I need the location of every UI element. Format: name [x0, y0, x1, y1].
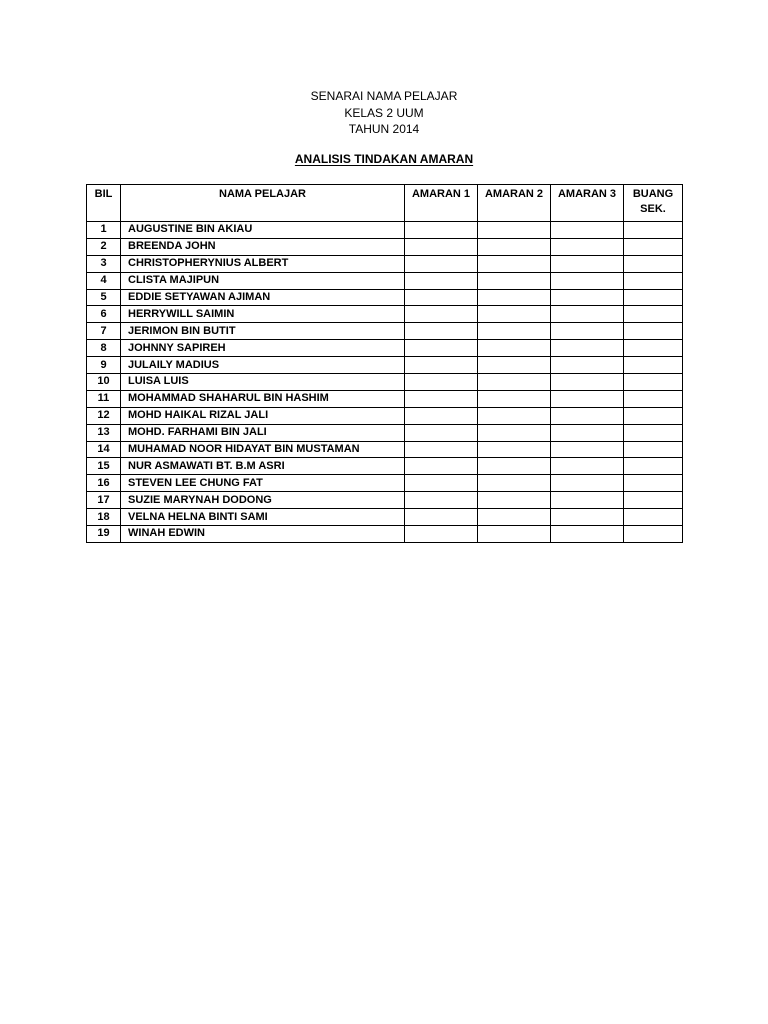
- header-title: SENARAI NAMA PELAJAR: [310, 89, 458, 103]
- cell-amaran-2: [478, 407, 551, 424]
- cell-bil: 15: [87, 458, 121, 475]
- cell-bil: 2: [87, 238, 121, 255]
- cell-amaran-3: [551, 272, 624, 289]
- table-body: [87, 222, 683, 543]
- cell-amaran-3: [551, 441, 624, 458]
- cell-nama-pelajar: BREENDA JOHN: [121, 238, 405, 255]
- table-row: [87, 255, 683, 272]
- cell-amaran-3: [551, 407, 624, 424]
- cell-amaran-2: [478, 306, 551, 323]
- cell-nama-pelajar: HERRYWILL SAIMIN: [121, 306, 405, 323]
- cell-amaran-2: [478, 458, 551, 475]
- cell-amaran-3: [551, 424, 624, 441]
- section-title: [0, 152, 768, 166]
- cell-amaran-1: [405, 458, 478, 475]
- cell-amaran-3: [551, 509, 624, 526]
- cell-amaran-2: [478, 289, 551, 306]
- table-row: [87, 357, 683, 374]
- table-row: [87, 390, 683, 407]
- cell-buang-sek: [624, 492, 683, 509]
- cell-buang-sek: [624, 323, 683, 340]
- table-row: [87, 238, 683, 255]
- cell-buang-sek: [624, 238, 683, 255]
- cell-buang-sek: [624, 458, 683, 475]
- table-row: [87, 526, 683, 543]
- cell-nama-pelajar: JULAILY MADIUS: [121, 357, 405, 374]
- cell-amaran-2: [478, 492, 551, 509]
- cell-buang-sek: [624, 407, 683, 424]
- cell-bil: 19: [87, 526, 121, 543]
- cell-amaran-2: [478, 374, 551, 391]
- cell-amaran-3: [551, 458, 624, 475]
- cell-nama-pelajar: VELNA HELNA BINTI SAMI: [121, 509, 405, 526]
- table-row: [87, 340, 683, 357]
- table-header-row: [87, 185, 683, 222]
- cell-bil: 16: [87, 475, 121, 492]
- cell-amaran-2: [478, 340, 551, 357]
- cell-bil: 6: [87, 306, 121, 323]
- cell-bil: 3: [87, 255, 121, 272]
- cell-buang-sek: [624, 509, 683, 526]
- section-title-text: ANALISIS TINDAKAN AMARAN: [294, 152, 474, 166]
- table-row: [87, 424, 683, 441]
- cell-amaran-1: [405, 340, 478, 357]
- cell-bil: 14: [87, 441, 121, 458]
- cell-amaran-3: [551, 357, 624, 374]
- table-row: [87, 492, 683, 509]
- cell-amaran-2: [478, 475, 551, 492]
- cell-buang-sek: [624, 475, 683, 492]
- cell-bil: 4: [87, 272, 121, 289]
- cell-nama-pelajar: CHRISTOPHERYNIUS ALBERT: [121, 255, 405, 272]
- table-row: [87, 374, 683, 391]
- cell-buang-sek: [624, 289, 683, 306]
- cell-amaran-3: [551, 526, 624, 543]
- cell-buang-sek: [624, 340, 683, 357]
- cell-amaran-3: [551, 306, 624, 323]
- cell-amaran-1: [405, 222, 478, 239]
- cell-amaran-2: [478, 255, 551, 272]
- table-row: [87, 289, 683, 306]
- cell-nama-pelajar: CLISTA MAJIPUN: [121, 272, 405, 289]
- cell-amaran-3: [551, 374, 624, 391]
- cell-nama-pelajar: AUGUSTINE BIN AKIAU: [121, 222, 405, 239]
- cell-amaran-1: [405, 255, 478, 272]
- cell-amaran-1: [405, 424, 478, 441]
- cell-amaran-3: [551, 323, 624, 340]
- cell-nama-pelajar: WINAH EDWIN: [121, 526, 405, 543]
- cell-nama-pelajar: NUR ASMAWATI BT. B.M ASRI: [121, 458, 405, 475]
- table-row: [87, 407, 683, 424]
- cell-bil: 8: [87, 340, 121, 357]
- student-table: [86, 184, 683, 543]
- cell-amaran-2: [478, 238, 551, 255]
- cell-bil: 12: [87, 407, 121, 424]
- cell-amaran-3: [551, 238, 624, 255]
- cell-buang-sek: [624, 357, 683, 374]
- cell-amaran-1: [405, 238, 478, 255]
- cell-amaran-2: [478, 222, 551, 239]
- cell-amaran-3: [551, 390, 624, 407]
- table-row: [87, 458, 683, 475]
- cell-amaran-1: [405, 390, 478, 407]
- cell-amaran-2: [478, 357, 551, 374]
- cell-amaran-1: [405, 272, 478, 289]
- cell-buang-sek: [624, 306, 683, 323]
- table-row: [87, 509, 683, 526]
- cell-bil: 18: [87, 509, 121, 526]
- cell-amaran-3: [551, 475, 624, 492]
- cell-bil: 9: [87, 357, 121, 374]
- cell-nama-pelajar: MOHD HAIKAL RIZAL JALI: [121, 407, 405, 424]
- cell-amaran-2: [478, 526, 551, 543]
- table-row: [87, 323, 683, 340]
- cell-nama-pelajar: STEVEN LEE CHUNG FAT: [121, 475, 405, 492]
- document-header: [0, 88, 768, 138]
- cell-amaran-3: [551, 222, 624, 239]
- cell-amaran-3: [551, 289, 624, 306]
- table-row: [87, 222, 683, 239]
- cell-amaran-1: [405, 441, 478, 458]
- cell-amaran-1: [405, 509, 478, 526]
- cell-amaran-1: [405, 492, 478, 509]
- cell-amaran-2: [478, 323, 551, 340]
- cell-amaran-1: [405, 289, 478, 306]
- cell-amaran-1: [405, 475, 478, 492]
- cell-amaran-2: [478, 441, 551, 458]
- column-header-buang-sek: BUANG SEK.: [624, 185, 683, 222]
- table-row: [87, 475, 683, 492]
- cell-bil: 1: [87, 222, 121, 239]
- cell-amaran-3: [551, 340, 624, 357]
- table-row: [87, 272, 683, 289]
- cell-nama-pelajar: LUISA LUIS: [121, 374, 405, 391]
- cell-nama-pelajar: MOHD. FARHAMI BIN JALI: [121, 424, 405, 441]
- cell-buang-sek: [624, 526, 683, 543]
- cell-amaran-3: [551, 255, 624, 272]
- cell-buang-sek: [624, 272, 683, 289]
- cell-bil: 11: [87, 390, 121, 407]
- cell-bil: 13: [87, 424, 121, 441]
- cell-bil: 17: [87, 492, 121, 509]
- cell-amaran-2: [478, 424, 551, 441]
- cell-nama-pelajar: JERIMON BIN BUTIT: [121, 323, 405, 340]
- header-year: TAHUN 2014: [348, 122, 420, 136]
- cell-buang-sek: [624, 255, 683, 272]
- cell-nama-pelajar: MOHAMMAD SHAHARUL BIN HASHIM: [121, 390, 405, 407]
- cell-buang-sek: [624, 441, 683, 458]
- cell-amaran-1: [405, 374, 478, 391]
- cell-nama-pelajar: EDDIE SETYAWAN AJIMAN: [121, 289, 405, 306]
- cell-amaran-1: [405, 323, 478, 340]
- cell-buang-sek: [624, 374, 683, 391]
- column-header-nama: NAMA PELAJAR: [121, 185, 405, 222]
- cell-amaran-1: [405, 306, 478, 323]
- cell-buang-sek: [624, 390, 683, 407]
- column-header-amaran-2: AMARAN 2: [478, 185, 551, 222]
- cell-amaran-2: [478, 509, 551, 526]
- cell-buang-sek: [624, 222, 683, 239]
- cell-amaran-2: [478, 272, 551, 289]
- cell-nama-pelajar: SUZIE MARYNAH DODONG: [121, 492, 405, 509]
- cell-amaran-1: [405, 407, 478, 424]
- table-row: [87, 306, 683, 323]
- cell-nama-pelajar: JOHNNY SAPIREH: [121, 340, 405, 357]
- column-header-amaran-1: AMARAN 1: [405, 185, 478, 222]
- column-header-amaran-3: AMARAN 3: [551, 185, 624, 222]
- cell-bil: 10: [87, 374, 121, 391]
- cell-buang-sek: [624, 424, 683, 441]
- cell-amaran-1: [405, 357, 478, 374]
- cell-nama-pelajar: MUHAMAD NOOR HIDAYAT BIN MUSTAMAN: [121, 441, 405, 458]
- cell-amaran-1: [405, 526, 478, 543]
- cell-amaran-3: [551, 492, 624, 509]
- cell-bil: 7: [87, 323, 121, 340]
- table-row: [87, 441, 683, 458]
- cell-amaran-2: [478, 390, 551, 407]
- column-header-bil: BIL: [87, 185, 121, 222]
- cell-bil: 5: [87, 289, 121, 306]
- header-class: KELAS 2 UUM: [344, 105, 424, 120]
